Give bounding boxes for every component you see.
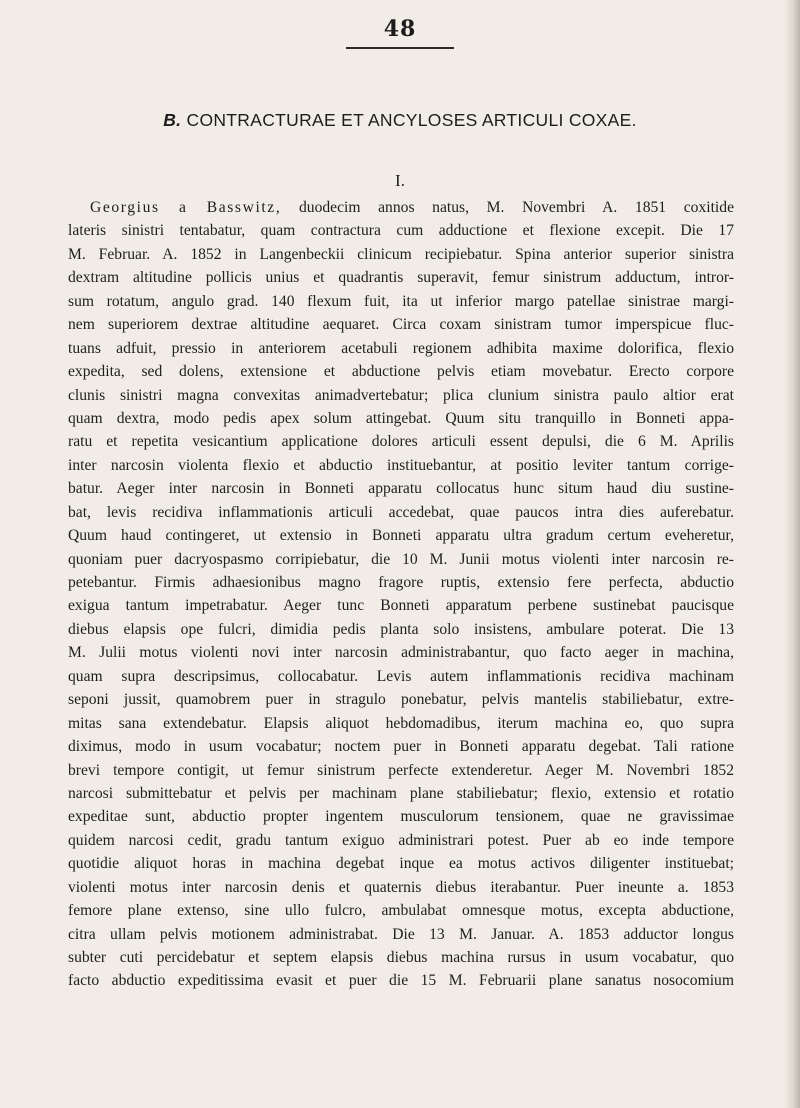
text-line: quidem narcosi cedit, gradu tantum exiguo administrari potest. Puer ab eo inde tempore — [68, 831, 734, 849]
section-title: CONTRACTURAE ET ANCYLOSES ARTICULI COXAE. — [186, 110, 637, 130]
text-line: ratu et repetita vesicantium applicatione dolores articuli essent depulsi, die 6 M. Aprilis — [68, 433, 734, 451]
text-line: quoniam puer dacryospasmo corripiebatur, die 10 M. Junii motus violenti inter narcosin re- — [68, 550, 734, 568]
text-line: violenti motus inter narcosin denis et quaternis diebus iterabantur. Puer ineunte a. 1853 — [68, 878, 734, 896]
header-rule — [346, 47, 454, 49]
text-line: clunis sinistri magna convexitas animadvertebatur; plica clunium sinistra paulo altior erat — [68, 386, 734, 404]
text-line: facto abductio expeditissima evasit et puer die 15 M. Februarii plane sanatus nosocomium — [68, 972, 734, 990]
text-line: subter cuti percidebatur et septem elapsis diebus machina rursus in usum vocabatur, quo — [68, 949, 734, 966]
text-line: diximus, modo in usum vocabatur; noctem puer in Bonneti apparatu degebat. Tali ratione — [68, 738, 734, 756]
text-line: sum rotatum, angulo grad. 140 flexum fuit, ita ut inferior margo patellae sinistrae margi- — [68, 292, 734, 310]
section-heading — [0, 110, 800, 131]
text-line: M. Julii motus violenti novi inter narcosin administrabantur, quo facto aeger in machina, — [68, 644, 734, 662]
page-number: 48 — [383, 16, 417, 42]
text-line: tuans adfuit, pressio in anteriorem acetabuli regionem adhibita maxime dolorifica, flexio — [68, 339, 734, 357]
text-line: expeditae sunt, abductio propter ingentem musculorum tensionem, quae ne gravissimae — [68, 808, 734, 826]
text-line: nem superiorem dextrae altitudine aequaret. Circa coxam sinistram tumor imperspicue fluc- — [68, 316, 734, 334]
text-line: inter narcosin violenta flexio et abductio instituebantur, at positio leviter tantum corrige- — [68, 456, 734, 474]
text-line: femore plane extenso, sine ullo fulcro, ambulabat omnesque motus, excepta abductione, — [68, 902, 734, 920]
text-line: expedita, sed dolens, extensione et abductione pelvis etiam movebatur. Erecto corpore — [68, 363, 734, 381]
text-line: petebantur. Firmis adhaesionibus magno fragore ruptis, extensio fere perfecta, abductio — [68, 574, 734, 591]
text-line: M. Februar. A. 1852 in Langenbeckii clinicum recipiebatur. Spina anterior superior sinistra — [68, 245, 734, 263]
page-edge-shadow — [784, 0, 800, 1108]
text-line: narcosi submittebatur et pelvis per machinam plane stabiliebatur; flexio, extensio et rotatio — [68, 784, 734, 802]
text-line: exigua tantum impetrabatur. Aeger tunc Bonneti apparatum perbene sustinebat paucisque — [68, 597, 734, 615]
text-line: quotidie aliquot horas in machina degebat inque ea motus activos diligenter instituebat; — [68, 855, 734, 873]
body-paragraph — [68, 196, 734, 993]
text-line: dextram altitudine pollicis unius et quadrantis superavit, femur sinistrum adductum, intror- — [68, 269, 734, 287]
text-line: mitas sana extendebatur. Elapsis aliquot hebdomadibus, iterum machina eo, quo supra — [68, 714, 734, 732]
text-line: bat, levis recidiva inflammationis articuli accedebat, quae paucos intra dies auferebatur. — [68, 503, 734, 521]
text-line: batur. Aeger inter narcosin in Bonneti apparatu collocatus hunc situm haud diu sustine- — [68, 480, 734, 498]
case-number: I. — [395, 171, 405, 190]
patient-name: Georgius a Basswitz, — [90, 199, 282, 216]
text-line: quam supra descripsimus, collocabatur. Levis autem inflammationis recidiva machinam — [68, 667, 734, 685]
text-line: quam dextra, modo pedis apex solum attingebat. Quum situ tranquillo in Bonneti appa- — [68, 409, 734, 427]
text-line: seponi jussit, quamobrem puer in stragulo ponebatur, pelvis mantelis stabiliebatur, extre- — [68, 691, 734, 709]
text-line: Quum haud contingeret, ut extensio in Bonneti apparatu ultra gradum certum eveheretur, — [68, 527, 734, 545]
text-line: brevi tempore contigit, ut femur sinistrum perfecte extenderetur. Aeger M. Novembri 1852 — [68, 761, 734, 779]
text-line: citra ullam pelvis motionem administrabat. Die 13 M. Januar. A. 1853 adductor longus — [68, 925, 734, 943]
text-line: lateris sinistri tentabatur, quam contractura cum adductione et flexione excepit. Die 17 — [68, 222, 734, 240]
text-line: Georgius a Basswitz, duodecim annos natus, M. Novembri A. 1851 coxitide — [90, 199, 734, 216]
text-line: diebus elapsis ope fulcri, dimidia pedis planta solo insistens, ambulare poterat. Die 13 — [68, 620, 734, 638]
section-letter: B. — [163, 110, 182, 130]
